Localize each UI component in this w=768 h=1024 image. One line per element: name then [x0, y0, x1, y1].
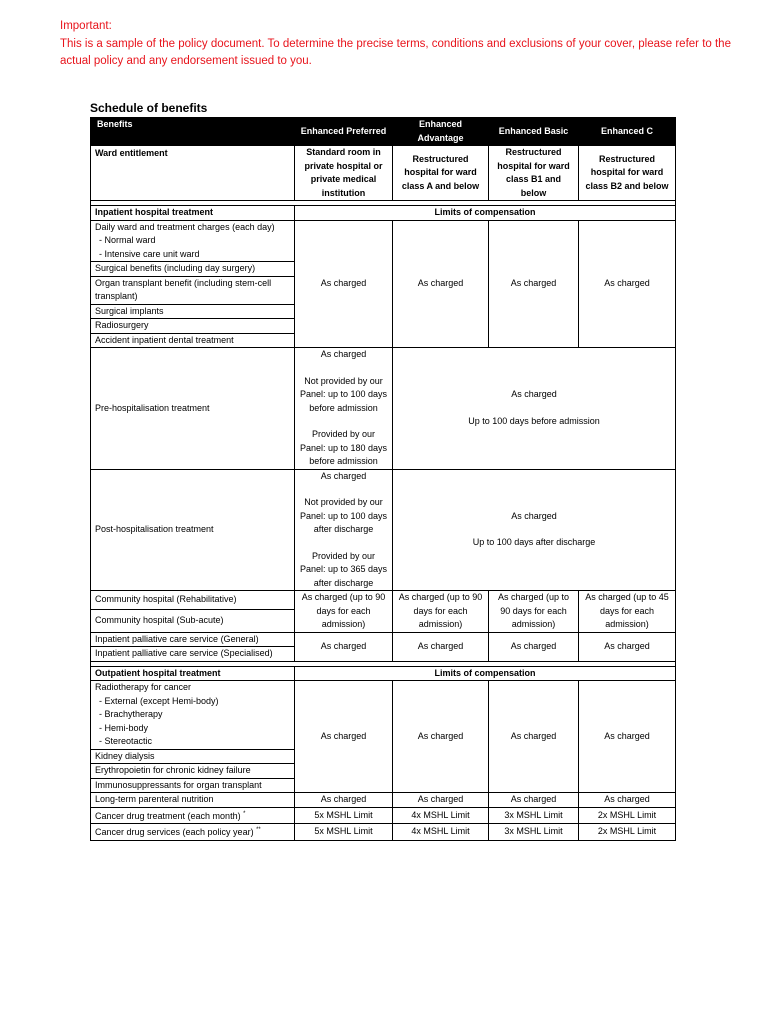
- post-others-line: Up to 100 days after discharge: [472, 537, 596, 548]
- ward-entitlement-row: [91, 146, 676, 201]
- pre-hospitalisation-label: Pre-hospitalisation treatment: [91, 348, 295, 470]
- community-rehab-label: Community hospital (Rehabilitative): [91, 591, 295, 610]
- inpatient-advantage-value: As charged: [393, 220, 489, 348]
- palliative-basic-value: As charged: [489, 632, 579, 661]
- pre-preferred-line: As charged: [320, 349, 367, 359]
- notice-body: This is a sample of the policy document. To determine the precise terms, conditions and exclusions of your cover, please refer to the actual policy and any endorsement issued to you.: [60, 37, 731, 67]
- cancer-drug-treatment-text: Cancer drug treatment (each month): [95, 810, 241, 821]
- drug-services-c: 2x MSHL Limit: [579, 824, 676, 841]
- parenteral-preferred: As charged: [295, 793, 393, 808]
- community-advantage-value: As charged (up to 90 days for each admission): [393, 591, 489, 633]
- radiotherapy-hemi-body: - Hemi-body: [99, 722, 149, 733]
- outpatient-basic-value: As charged: [489, 681, 579, 793]
- palliative-preferred-value: As charged: [295, 632, 393, 661]
- post-others-value: [393, 469, 676, 591]
- palliative-advantage-value: As charged: [393, 632, 489, 661]
- post-preferred-value: [295, 469, 393, 591]
- table-header-row: [91, 118, 676, 146]
- normal-ward: - Normal ward: [99, 235, 156, 245]
- immunosuppressants: Immunosuppressants for organ transplant: [91, 778, 295, 793]
- outpatient-section-label: Outpatient hospital treatment: [91, 666, 295, 681]
- ward-c: Restructured hospital for ward class B2 and below: [579, 146, 676, 201]
- parenteral-basic: As charged: [489, 793, 579, 808]
- ward-advantage: Restructured hospital for ward class A and below: [393, 146, 489, 201]
- table-row: [91, 220, 676, 262]
- palliative-c-value: As charged: [579, 632, 676, 661]
- footnote-mark: **: [256, 827, 261, 833]
- pre-others-line: Up to 100 days before admission: [468, 415, 600, 426]
- pre-preferred-value: [295, 348, 393, 470]
- pre-others-value: [393, 348, 676, 470]
- important-notice: [60, 18, 740, 71]
- header-enhanced-advantage: Enhanced Advantage: [393, 118, 489, 146]
- community-preferred-value: As charged (up to 90 days for each admission): [295, 591, 393, 633]
- surgical-benefits: Surgical benefits (including day surgery): [91, 262, 295, 277]
- table-row: [91, 824, 676, 841]
- parenteral-advantage: As charged: [393, 793, 489, 808]
- outpatient-preferred-value: As charged: [295, 681, 393, 793]
- post-preferred-line: Not provided by our Panel: up to 100 days after discharge: [299, 497, 388, 534]
- post-hospitalisation-label: Post-hospitalisation treatment: [91, 469, 295, 591]
- ward-preferred: Standard room in private hospital or private medical institution: [295, 146, 393, 201]
- inpatient-limits-label: Limits of compensation: [295, 206, 676, 221]
- drug-treatment-preferred: 5x MSHL Limit: [295, 807, 393, 824]
- notice-heading: Important:: [60, 20, 112, 32]
- pre-preferred-line: Provided by our Panel: up to 180 days before admission: [299, 429, 388, 466]
- surgical-implants: Surgical implants: [91, 304, 295, 319]
- drug-treatment-advantage: 4x MSHL Limit: [393, 807, 489, 824]
- cancer-drug-treatment-label: [91, 807, 295, 824]
- drug-services-basic: 3x MSHL Limit: [489, 824, 579, 841]
- post-preferred-line: As charged: [320, 470, 367, 481]
- inpatient-c-value: As charged: [579, 220, 676, 348]
- radiosurgery: Radiosurgery: [91, 319, 295, 334]
- table-row: [91, 793, 676, 808]
- header-enhanced-c: Enhanced C: [579, 118, 676, 146]
- schedule-title: Schedule of benefits: [90, 101, 208, 115]
- palliative-general-label: Inpatient palliative care service (General): [91, 632, 295, 647]
- pre-preferred-line: Not provided by our Panel: up to 100 days before admission: [299, 375, 388, 413]
- radiotherapy-brachytherapy: - Brachytherapy: [99, 709, 163, 719]
- header-enhanced-basic: Enhanced Basic: [489, 118, 579, 146]
- cancer-drug-services-text: Cancer drug services (each policy year): [95, 827, 254, 837]
- parenteral-nutrition-label: Long-term parenteral nutrition: [91, 793, 295, 808]
- erythropoietin: Erythropoietin for chronic kidney failure: [91, 764, 295, 779]
- radiotherapy-cancer: [91, 681, 295, 750]
- inpatient-section-label: Inpatient hospital treatment: [91, 206, 295, 221]
- inpatient-basic-value: As charged: [489, 220, 579, 348]
- icu-ward: - Intensive care unit ward: [99, 248, 200, 259]
- drug-services-preferred: 5x MSHL Limit: [295, 824, 393, 841]
- pre-others-line: As charged: [511, 389, 557, 400]
- kidney-dialysis: Kidney dialysis: [91, 749, 295, 764]
- schedule-of-benefits-table: [90, 117, 676, 841]
- radiotherapy-label: Radiotherapy for cancer: [95, 682, 192, 692]
- community-basic-value: As charged (up to 90 days for each admission): [489, 591, 579, 633]
- inpatient-section-row: [91, 206, 676, 221]
- parenteral-c: As charged: [579, 793, 676, 808]
- drug-treatment-basic: 3x MSHL Limit: [489, 807, 579, 824]
- daily-ward-charges: [91, 220, 295, 262]
- outpatient-section-row: [91, 666, 676, 681]
- table-row: [91, 632, 676, 647]
- ward-entitlement-label: Ward entitlement: [91, 146, 295, 201]
- post-hospitalisation-row: [91, 469, 676, 591]
- table-row: [91, 591, 676, 610]
- ward-basic: Restructured hospital for ward class B1 and below: [489, 146, 579, 201]
- inpatient-preferred-value: As charged: [295, 220, 393, 348]
- accident-dental: Accident inpatient dental treatment: [91, 333, 295, 348]
- header-benefits: Benefits: [91, 118, 295, 146]
- community-c-value: As charged (up to 45 days for each admission): [579, 591, 676, 633]
- header-enhanced-preferred: Enhanced Preferred: [295, 118, 393, 146]
- post-others-line: As charged: [511, 510, 557, 521]
- community-subacute-label: Community hospital (Sub-acute): [91, 609, 295, 632]
- daily-ward-label: Daily ward and treatment charges (each day): [95, 221, 275, 232]
- drug-services-advantage: 4x MSHL Limit: [393, 824, 489, 841]
- footnote-mark: *: [243, 810, 246, 817]
- post-preferred-line: Provided by our Panel: up to 365 days after discharge: [299, 550, 388, 588]
- drug-treatment-c: 2x MSHL Limit: [579, 807, 676, 824]
- cancer-drug-services-label: [91, 824, 295, 841]
- palliative-specialised-label: Inpatient palliative care service (Specialised): [91, 647, 295, 662]
- outpatient-c-value: As charged: [579, 681, 676, 793]
- outpatient-limits-label: Limits of compensation: [295, 666, 676, 681]
- outpatient-advantage-value: As charged: [393, 681, 489, 793]
- pre-hospitalisation-row: [91, 348, 676, 470]
- radiotherapy-external: - External (except Hemi-body): [99, 695, 219, 706]
- table-row: [91, 681, 676, 750]
- radiotherapy-stereotactic: - Stereotactic: [99, 736, 153, 746]
- table-row: [91, 807, 676, 824]
- organ-transplant-benefit: Organ transplant benefit (including stem-cell transplant): [91, 276, 295, 304]
